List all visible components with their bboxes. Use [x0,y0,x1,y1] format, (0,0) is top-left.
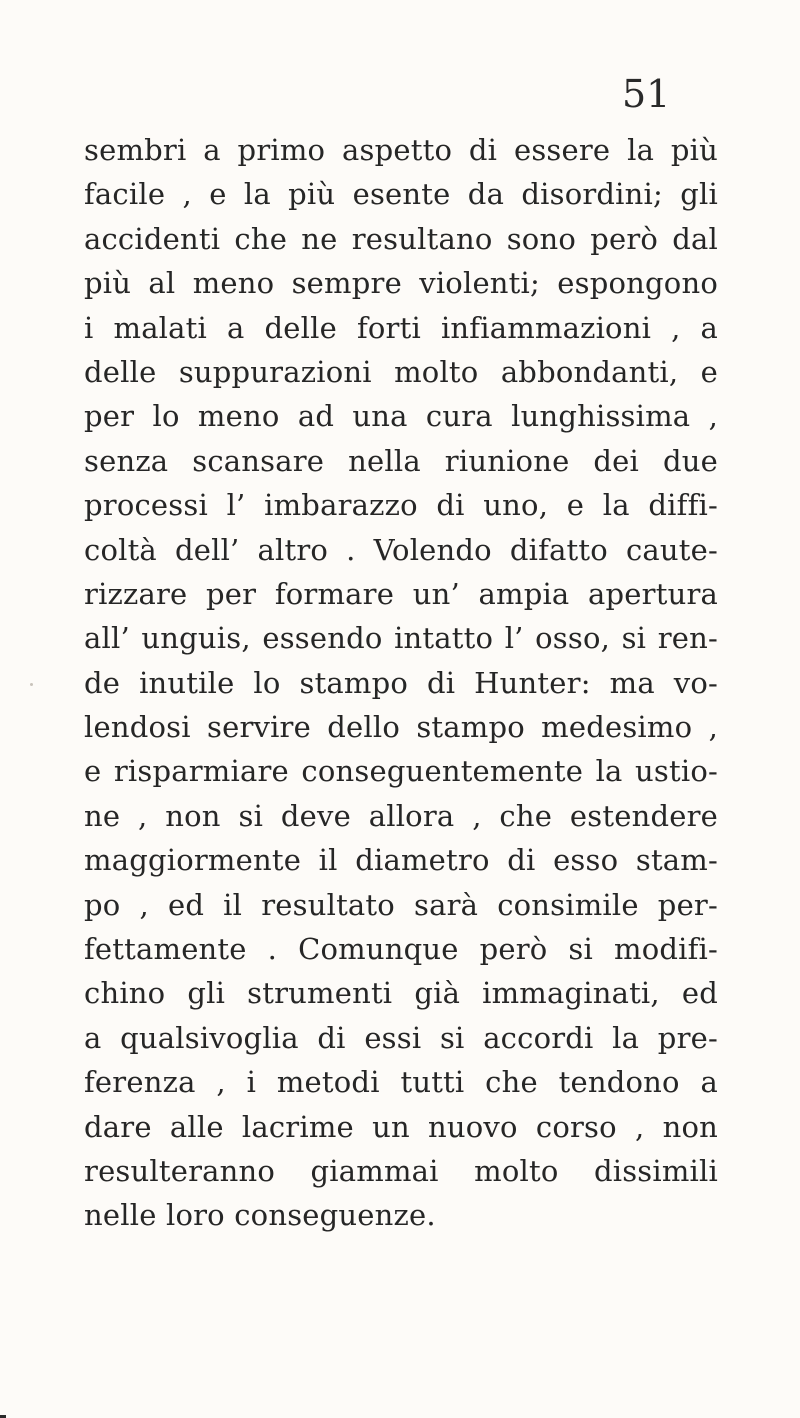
text-line: i malati a delle forti infiammazioni , a [84,310,718,345]
text-line: delle suppurazioni molto abbondanti, e [84,354,718,389]
text-line: chino gli strumenti già immaginati, ed [84,976,718,1011]
text-line: ferenza , i metodi tutti che tendono a [84,1065,718,1100]
text-line: sembri a primo aspetto di essere la più [84,133,718,167]
text-line: de inutile lo stampo di Hunter: ma vo- [84,665,718,700]
text-line: a qualsivoglia di essi si accordi la pre- [84,1020,718,1055]
text-line: lendosi servire dello stampo medesimo , [84,710,718,745]
text-line: rizzare per formare un’ ampia apertura [84,576,718,611]
text-line-last: nelle loro conseguenze. [84,1198,436,1233]
page-number: 51 [622,72,671,116]
text-line: e risparmiare conseguentemente la ustio- [84,754,718,789]
text-line: resulteranno giammai molto dissimili [84,1153,718,1188]
text-line: all’ unguis, essendo intatto l’ osso, si ren- [84,621,718,656]
text-line: per lo meno ad una cura lunghissima , [84,399,718,434]
text-line: facile , e la più esente da disordini; gli [84,177,718,212]
text-line: coltà dell’ altro . Volendo difatto caute- [84,532,718,567]
text-line: po , ed il resultato sarà consimile per- [84,887,718,922]
text-line: processi l’ imbarazzo di uno, e la diffi- [84,488,718,523]
text-line: maggiormente il diametro di esso stam- [84,843,718,878]
text-line: più al meno sempre violenti; espongono [84,266,718,301]
body-text [84,128,718,1238]
text-line: dare alle lacrime un nuovo corso , non [84,1109,718,1144]
text-line: senza scansare nella riunione dei due [84,443,718,478]
margin-speck [30,683,33,686]
text-line: accidenti che ne resultano sono però dal [84,221,718,256]
text-line: ne , non si deve allora , che estendere [84,798,718,833]
text-line: fettamente . Comunque però si modifi- [84,932,718,967]
